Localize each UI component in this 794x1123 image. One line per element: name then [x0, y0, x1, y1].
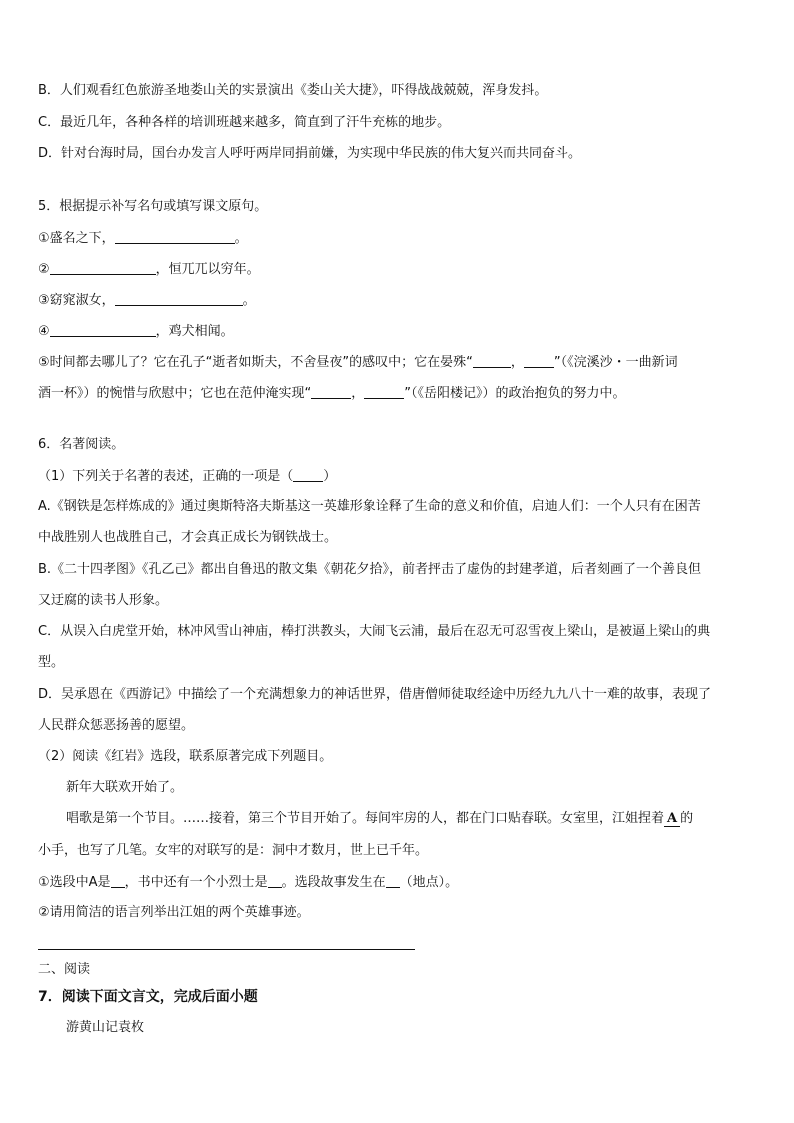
q5-l3-end: 。: [242, 293, 256, 308]
q6-s1-end: （地点）。: [399, 875, 459, 890]
excerpt-l2-text: 唱歌是第一个节目。……接着，第三个节目开始了。每间牢房的人，都在门口贴春联。女室里，江姐捏着: [66, 811, 665, 826]
answer-blank[interactable]: [473, 353, 511, 368]
q6-option-c-2: 型。: [38, 655, 65, 670]
q5-line-2: [38, 260, 260, 279]
q5-l4-text: ④: [38, 324, 50, 339]
q6-option-c-1: C．从误入白虎堂开始，林冲风雪山神庙，棒打洪教头，大闹飞云浦，最后在忍无可忍雪夜上梁山，是被逼上梁山的典: [38, 624, 711, 639]
answer-blank[interactable]: [268, 873, 282, 888]
q5-line-5: [38, 353, 678, 372]
answer-blank[interactable]: [50, 260, 156, 275]
q4-option-c: C．最近几年，各种各样的培训班越来越多，简直到了汗牛充栋的地步。: [38, 115, 451, 130]
answer-blank[interactable]: [115, 291, 243, 306]
q5-l1-text: ①盛名之下，: [38, 231, 115, 246]
q6-part-2: （2）阅读《红岩》选段，联系原著完成下列题目。: [38, 749, 333, 764]
q4-option-d: D．针对台海时局，国台办发言人呼吁两岸同捐前嫌，为实现中华民族的伟大复兴而共同奋斗。: [38, 146, 582, 161]
answer-blank[interactable]: [524, 353, 554, 368]
answer-blank[interactable]: [111, 873, 125, 888]
q5-l5-comma: ，: [510, 355, 524, 370]
answer-line[interactable]: [38, 949, 415, 950]
q5-line-4: [38, 322, 234, 341]
q6-part-1: [38, 467, 336, 486]
q5-l6-comma: ，: [351, 386, 365, 401]
q5-l4-end: ，鸡犬相闻。: [155, 324, 234, 339]
q5-l5-text: ⑤时间都去哪儿了？它在孔子“逝者如斯夫，不舍昼夜”的感叹中；它在晏殊“: [38, 355, 473, 370]
excerpt-l2-end: 的: [680, 811, 694, 826]
q6-option-b-1: B.《二十四孝图》《孔乙己》都出自鲁迅的散文集《朝花夕拾》，前者抨击了虚伪的封建孝道，后者刻画了一个善良但: [38, 562, 702, 577]
q5-title: 5．根据提示补写名句或填写课文原句。: [38, 199, 268, 214]
excerpt-marker-a: A: [664, 811, 680, 827]
q6-option-d-2: 人民群众惩恶扬善的愿望。: [38, 718, 195, 733]
answer-blank[interactable]: [50, 322, 156, 337]
q6-s1-text: ①选段中A是: [38, 875, 111, 890]
answer-blank[interactable]: [386, 873, 400, 888]
section-heading: 二、阅读: [38, 962, 91, 977]
q6-option-a-2: 中战胜别人也战胜自己，才会真正成长为钢铁战士。: [38, 530, 338, 545]
q5-l6-end: ”（《岳阳楼记》）的政治抱负的努力中。: [404, 386, 626, 401]
q6-s1-mid: ，书中还有一个小烈士是: [124, 875, 268, 890]
answer-blank[interactable]: [115, 229, 235, 244]
q5-line-3: [38, 291, 256, 310]
q6-title: 6．名著阅读。: [38, 437, 125, 452]
excerpt-line-2: [66, 810, 693, 828]
q6-option-b-2: 又迂腐的读书人形象。: [38, 593, 169, 608]
q7-subtitle: 游黄山记袁枚: [66, 1020, 145, 1035]
answer-blank[interactable]: [293, 467, 323, 482]
q5-l5-end: ”（《浣溪沙・一曲新词: [553, 355, 678, 370]
q5-l3-text: ③窈窕淑女，: [38, 293, 115, 308]
excerpt-line-1: 新年大联欢开始了。: [66, 780, 184, 795]
q6-s1-mid2: 。选段故事发生在: [281, 875, 386, 890]
q6-option-d-1: D．吴承恩在《西游记》中描绘了一个充满想象力的神话世界，借唐僧师徒取经途中历经九九八十一难的故事，表现了: [38, 687, 712, 702]
answer-blank[interactable]: [311, 384, 351, 399]
q5-l1-end: 。: [234, 231, 248, 246]
q6-sub-2: ②请用简洁的语言列举出江姐的两个英雄事迹。: [38, 905, 310, 920]
q6-p1-end: ）: [323, 469, 337, 484]
q6-sub-1: [38, 873, 458, 892]
q5-l2-end: ，恒兀兀以穷年。: [155, 262, 260, 277]
q4-option-b: B．人们观看红色旅游圣地娄山关的实景演出《娄山关大捷》，吓得战战兢兢，浑身发抖。: [38, 83, 548, 98]
q6-p1-text: （1）下列关于名著的表述，正确的一项是（: [38, 469, 294, 484]
q5-line-6: [38, 384, 626, 403]
answer-blank[interactable]: [364, 384, 404, 399]
q7-title: 7．阅读下面文言文，完成后面小题: [38, 989, 258, 1005]
q6-option-a-1: A.《钢铁是怎样炼成的》通过奥斯特洛夫斯基这一英雄形象诠释了生命的意义和价值，启迪人们：一个人只有在困苦: [38, 499, 701, 514]
q5-line-1: [38, 229, 248, 248]
q5-l2-text: ②: [38, 262, 50, 277]
q5-l6-text: 酒一杯》）的惋惜与欣慰中；它也在范仲淹实现“: [38, 386, 312, 401]
excerpt-line-3: 小手，也写了几笔。女牢的对联写的是：洞中才数月，世上已千年。: [38, 843, 429, 858]
